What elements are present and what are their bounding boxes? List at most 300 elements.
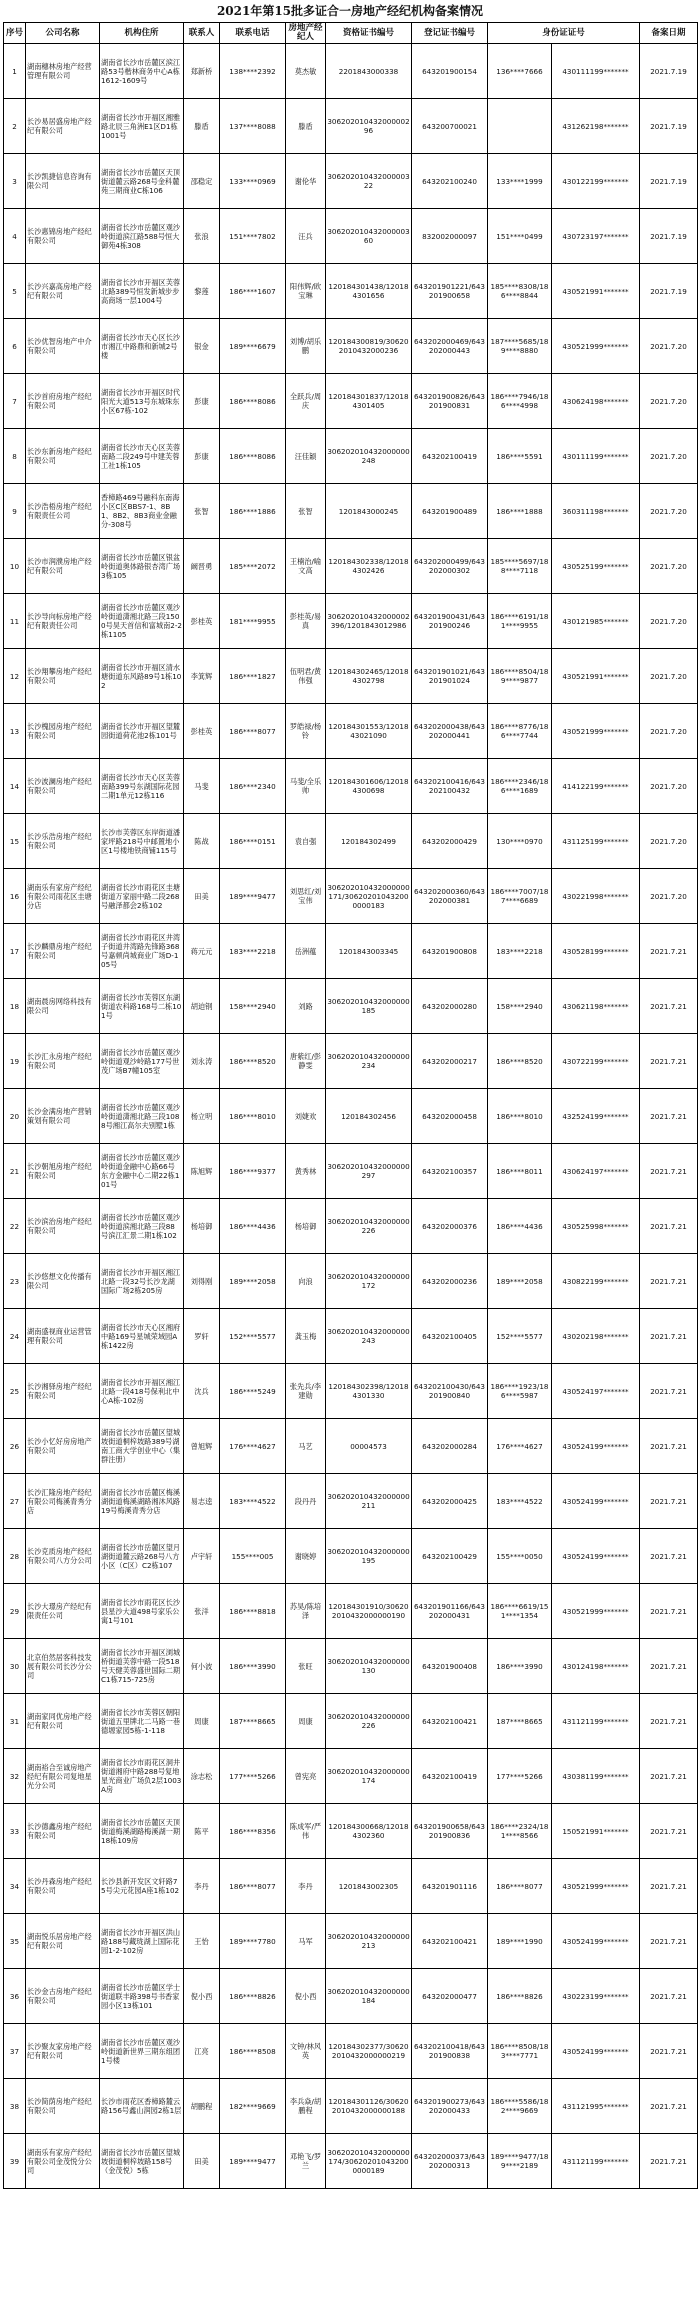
cell-contact: 银金	[184, 319, 220, 374]
cell-agent-phone: 186****6619/151****1354	[488, 1584, 552, 1639]
cell-id-number: 430525998*******	[552, 1199, 640, 1254]
cell-agent-phone: 186****8508/183****7771	[488, 2024, 552, 2079]
cell-seq: 21	[4, 1144, 26, 1199]
cell-filing-date: 2021.7.21	[640, 1144, 698, 1199]
cell-address: 湖南省长沙市岳麓区天顶街道梅溪湖路梅溪湖一期18栋109房	[100, 1804, 184, 1859]
cell-phone: 186****9377	[220, 1144, 286, 1199]
cell-contact: 沈兵	[184, 1364, 220, 1419]
cell-registration-no: 643202000477	[412, 1969, 488, 2024]
cell-agent: 张旺	[286, 1639, 326, 1694]
cell-agent: 黄秀林	[286, 1144, 326, 1199]
cell-phone: 189****2058	[220, 1254, 286, 1309]
cell-address: 湖南省长沙市开福区芙蓉北路389号恒发新城步步高商场一层1004号	[100, 264, 184, 319]
cell-seq: 14	[4, 759, 26, 814]
cell-phone: 176****4627	[220, 1419, 286, 1474]
cell-qualification-no: 120184301126/306202010432000000188	[326, 2079, 412, 2134]
cell-filing-date: 2021.7.21	[640, 1364, 698, 1419]
cell-id-number: 431121199*******	[552, 1694, 640, 1749]
cell-contact: 王怡	[184, 1914, 220, 1969]
cell-phone: 183****2218	[220, 924, 286, 979]
cell-qualification-no: 306202010432000000172	[326, 1254, 412, 1309]
cell-registration-no: 643202100429	[412, 1529, 488, 1584]
cell-phone: 189****6679	[220, 319, 286, 374]
cell-id-number: 430122199*******	[552, 154, 640, 209]
cell-seq: 36	[4, 1969, 26, 2024]
cell-qualification-no: 306202010432000000226	[326, 1694, 412, 1749]
cell-contact: 胡迫钢	[184, 979, 220, 1034]
cell-filing-date: 2021.7.21	[640, 1034, 698, 1089]
cell-phone: 186****8356	[220, 1804, 286, 1859]
cell-registration-no: 643202000376	[412, 1199, 488, 1254]
cell-address: 湖南省长沙市岳麓区天顶街道麓云路268号金科麓苑三期商业C栋106	[100, 154, 184, 209]
cell-seq: 4	[4, 209, 26, 264]
cell-company: 长沙翔攀房地产经纪有限公司	[26, 649, 100, 704]
cell-address: 湖南省长沙市岳麓区望城坡街道桐梓坡路158号（金茂悦）5栋	[100, 2134, 184, 2189]
table-header-row	[4, 23, 698, 44]
cell-agent-phone: 176****4627	[488, 1419, 552, 1474]
cell-agent-phone: 189****1990	[488, 1914, 552, 1969]
table-row	[4, 374, 698, 429]
cell-registration-no: 643202000425	[412, 1474, 488, 1529]
cell-agent-phone: 186****2346/186****1689	[488, 759, 552, 814]
cell-contact: 杨培御	[184, 1199, 220, 1254]
cell-registration-no: 643202000458	[412, 1089, 488, 1144]
cell-address: 湖南省长沙市岳麓区观沙岭街道潇湘北路三段1088号湘江高尔夫别墅1栋	[100, 1089, 184, 1144]
header-agent: 房地产经纪人	[286, 23, 326, 44]
cell-qualification-no: 00004573	[326, 1419, 412, 1474]
cell-contact: 彭康	[184, 429, 220, 484]
cell-contact: 江亮	[184, 2024, 220, 2079]
cell-agent: 段丹丹	[286, 1474, 326, 1529]
cell-address: 湖南省长沙市岳麓区观沙岭街道滨江路588号恒大御苑4栋308	[100, 209, 184, 264]
table-row	[4, 209, 698, 264]
cell-id-number: 430524199*******	[552, 1914, 640, 1969]
cell-filing-date: 2021.7.20	[640, 374, 698, 429]
cell-registration-no: 643202000280	[412, 979, 488, 1034]
cell-company: 长沙朝旭房地产经纪有限公司	[26, 1144, 100, 1199]
table-row	[4, 1199, 698, 1254]
cell-qualification-no: 120184301438/120184301656	[326, 264, 412, 319]
cell-phone: 151****7802	[220, 209, 286, 264]
cell-seq: 19	[4, 1034, 26, 1089]
cell-company: 湖南悦乐居房地产经纪有限公司	[26, 1914, 100, 1969]
cell-id-number: 430524199*******	[552, 1474, 640, 1529]
cell-filing-date: 2021.7.21	[640, 979, 698, 1034]
cell-registration-no: 643202100419	[412, 1749, 488, 1804]
cell-agent-phone: 187****5685/189****8880	[488, 319, 552, 374]
cell-seq: 8	[4, 429, 26, 484]
cell-id-number: 430121985*******	[552, 594, 640, 649]
cell-company: 长沙大璟房产经纪有限责任公司	[26, 1584, 100, 1639]
cell-agent-phone: 183****4522	[488, 1474, 552, 1529]
cell-seq: 37	[4, 2024, 26, 2079]
cell-agent-phone: 185****5697/188****7118	[488, 539, 552, 594]
cell-agent: 刘博/胡乐鹏	[286, 319, 326, 374]
cell-agent-phone: 158****2940	[488, 979, 552, 1034]
cell-qualification-no: 1201843002305	[326, 1859, 412, 1914]
cell-qualification-no: 120184302398/120184301330	[326, 1364, 412, 1419]
cell-seq: 25	[4, 1364, 26, 1419]
cell-qualification-no: 306202010432000000171/306202010432000000183	[326, 869, 412, 924]
cell-id-number: 430524199*******	[552, 2024, 640, 2079]
cell-contact: 田美	[184, 2134, 220, 2189]
cell-company: 湖南家同优房地产经纪有限公司	[26, 1694, 100, 1749]
cell-seq: 13	[4, 704, 26, 759]
cell-address: 湖南省长沙市岳麓区观沙岭街道观沙岭路177号世茂广场B7幢105室	[100, 1034, 184, 1089]
cell-registration-no: 643202000429	[412, 814, 488, 869]
cell-agent-phone: 186****8077	[488, 1859, 552, 1914]
cell-address: 湖南省长沙市芙蓉区东湖街道农科路168号二栋101号	[100, 979, 184, 1034]
cell-qualification-no: 306202010432000000211	[326, 1474, 412, 1529]
cell-agent: 马斐/全乐帅	[286, 759, 326, 814]
cell-qualification-no: 120184301910/306202010432000000190	[326, 1584, 412, 1639]
cell-contact: 马斐	[184, 759, 220, 814]
cell-company: 长沙东新房地产经纪有限公司	[26, 429, 100, 484]
cell-agent: 苏昊/陈培泽	[286, 1584, 326, 1639]
cell-seq: 29	[4, 1584, 26, 1639]
cell-phone: 155****005	[220, 1529, 286, 1584]
table-row	[4, 1419, 698, 1474]
table-row	[4, 594, 698, 649]
cell-company: 长沙悠想文化传播有限公司	[26, 1254, 100, 1309]
cell-id-number: 430381199*******	[552, 1749, 640, 1804]
cell-filing-date: 2021.7.21	[640, 1419, 698, 1474]
cell-agent-phone: 187****8665	[488, 1694, 552, 1749]
header-contact: 联系人	[184, 23, 220, 44]
cell-agent: 伍明君/黄伟强	[286, 649, 326, 704]
cell-phone: 186****1607	[220, 264, 286, 319]
cell-phone: 186****8077	[220, 704, 286, 759]
cell-filing-date: 2021.7.20	[640, 594, 698, 649]
cell-id-number: 430521991*******	[552, 649, 640, 704]
cell-seq: 28	[4, 1529, 26, 1584]
cell-agent-phone: 186****1888	[488, 484, 552, 539]
cell-company: 长沙市润濮房地产经纪有限公司	[26, 539, 100, 594]
cell-filing-date: 2021.7.21	[640, 1474, 698, 1529]
cell-agent: 刘路	[286, 979, 326, 1034]
table-row	[4, 979, 698, 1034]
cell-address: 湖南省长沙市开福区湘雅路北辰三角洲E1区D1栋1001号	[100, 99, 184, 154]
cell-phone: 182****9669	[220, 2079, 286, 2134]
table-row	[4, 1474, 698, 1529]
cell-registration-no: 643200700021	[412, 99, 488, 154]
cell-address: 湖南省长沙市天心区长沙市湘江中路鼎和新城2号楼	[100, 319, 184, 374]
cell-id-number: 430722199*******	[552, 1034, 640, 1089]
cell-qualification-no: 120184302377/306202010432000000219	[326, 2024, 412, 2079]
cell-agent-phone: 186****7946/186****4998	[488, 374, 552, 429]
header-seq: 序号	[4, 23, 26, 44]
cell-registration-no: 643202000360/643202000381	[412, 869, 488, 924]
cell-agent: 刘思红/刘宝伟	[286, 869, 326, 924]
registration-table	[3, 22, 698, 2189]
cell-agent-phone: 185****8308/186****8844	[488, 264, 552, 319]
cell-filing-date: 2021.7.21	[640, 2134, 698, 2189]
cell-company: 长沙德鑫房地产经纪有限公司	[26, 1804, 100, 1859]
cell-address: 湖南省长沙市开福区清水塘街道东风路89号1栋102	[100, 649, 184, 704]
cell-seq: 18	[4, 979, 26, 1034]
cell-phone: 186****8010	[220, 1089, 286, 1144]
cell-filing-date: 2021.7.20	[640, 319, 698, 374]
cell-qualification-no: 306202010432000000130	[326, 1639, 412, 1694]
cell-registration-no: 643201900489	[412, 484, 488, 539]
cell-agent: 刘婕欢	[286, 1089, 326, 1144]
cell-id-number: 432524199*******	[552, 1089, 640, 1144]
cell-filing-date: 2021.7.21	[640, 1749, 698, 1804]
cell-agent-phone: 177****5266	[488, 1749, 552, 1804]
cell-agent-phone: 186****6191/181****9955	[488, 594, 552, 649]
cell-contact: 彭桂英	[184, 704, 220, 759]
cell-filing-date: 2021.7.20	[640, 429, 698, 484]
cell-qualification-no: 306202010432000000184	[326, 1969, 412, 2024]
cell-filing-date: 2021.7.21	[640, 1089, 698, 1144]
cell-company: 湖南穗林房地产经营管理有限公司	[26, 44, 100, 99]
cell-agent-phone: 155****0050	[488, 1529, 552, 1584]
cell-phone: 138****2392	[220, 44, 286, 99]
cell-company: 长沙简荫房地产经纪有限公司	[26, 2079, 100, 2134]
cell-id-number: 430528199*******	[552, 924, 640, 979]
cell-registration-no: 643202100418/643201900838	[412, 2024, 488, 2079]
table-row	[4, 539, 698, 594]
cell-agent-phone: 189****2058	[488, 1254, 552, 1309]
cell-phone: 181****9955	[220, 594, 286, 649]
cell-address: 香樟路469号融科东南海小区C区BBS7-1、8B1、8B2、8B3商业金融分-308号	[100, 484, 184, 539]
cell-address: 湖南省长沙市开福区洪山路188号藏珑湖上国际花园1-2-102房	[100, 1914, 184, 1969]
cell-qualification-no: 120184300668/120184302360	[326, 1804, 412, 1859]
cell-agent-phone: 186****8826	[488, 1969, 552, 2024]
table-row	[4, 924, 698, 979]
cell-registration-no: 643201900273/643202000433	[412, 2079, 488, 2134]
cell-agent: 龚玉梅	[286, 1309, 326, 1364]
cell-filing-date: 2021.7.20	[640, 649, 698, 704]
cell-phone: 183****4522	[220, 1474, 286, 1529]
cell-id-number: 430624198*******	[552, 374, 640, 429]
cell-phone: 186****8520	[220, 1034, 286, 1089]
cell-filing-date: 2021.7.21	[640, 1529, 698, 1584]
table-body	[4, 44, 698, 2189]
header-phone: 联系电话	[220, 23, 286, 44]
cell-agent-phone: 186****4436	[488, 1199, 552, 1254]
cell-address: 湖南省长沙市岳麓区观沙岭街道潇湘北路三段1500号昊天首信和富城南2-2栋1105	[100, 594, 184, 649]
cell-agent-phone: 186****5591	[488, 429, 552, 484]
cell-filing-date: 2021.7.19	[640, 209, 698, 264]
cell-address: 湖南省长沙市开福区湘江北路一段32号长沙龙湖国际广场2栋205房	[100, 1254, 184, 1309]
cell-id-number: 430723197*******	[552, 209, 640, 264]
cell-seq: 1	[4, 44, 26, 99]
cell-id-number: 430521999*******	[552, 704, 640, 759]
cell-registration-no: 643202000284	[412, 1419, 488, 1474]
table-row	[4, 1639, 698, 1694]
table-row	[4, 99, 698, 154]
table-row	[4, 1089, 698, 1144]
cell-contact: 邵稳定	[184, 154, 220, 209]
cell-company: 长沙克质房地产经纪有限公司八方分公司	[26, 1529, 100, 1584]
cell-address: 湖南省长沙市岳麓区观沙岭街道滨湘北路三段88号滨江汇景二期1栋102	[100, 1199, 184, 1254]
cell-contact: 李箕辉	[184, 649, 220, 704]
cell-contact: 胡鹏程	[184, 2079, 220, 2134]
table-row	[4, 1584, 698, 1639]
table-row	[4, 704, 698, 759]
cell-agent-phone: 152****5577	[488, 1309, 552, 1364]
table-row	[4, 759, 698, 814]
cell-agent: 岳洲蕴	[286, 924, 326, 979]
cell-qualification-no: 30620201043200000296	[326, 99, 412, 154]
cell-seq: 26	[4, 1419, 26, 1474]
table-row	[4, 484, 698, 539]
cell-agent: 陈成军/严伟	[286, 1804, 326, 1859]
cell-seq: 34	[4, 1859, 26, 1914]
table-row	[4, 1034, 698, 1089]
cell-agent: 阳伟辉/欧宝琳	[286, 264, 326, 319]
cell-qualification-no: 120184301606/120184300698	[326, 759, 412, 814]
cell-company: 湖南裕合至诚房地产经纪有限公司复地星光分公司	[26, 1749, 100, 1804]
cell-seq: 12	[4, 649, 26, 704]
header-qualification-no: 资格证书编号	[326, 23, 412, 44]
header-filing-date: 备案日期	[640, 23, 698, 44]
cell-registration-no: 643201900154	[412, 44, 488, 99]
cell-contact: 阚晋勇	[184, 539, 220, 594]
cell-contact: 倪小西	[184, 1969, 220, 2024]
cell-company: 长沙乐浩房地产经纪有限公司	[26, 814, 100, 869]
cell-id-number: 431125199*******	[552, 814, 640, 869]
cell-registration-no: 643202100419	[412, 429, 488, 484]
cell-id-number: 430521991*******	[552, 264, 640, 319]
cell-registration-no: 643202000469/643202000443	[412, 319, 488, 374]
table-row	[4, 1694, 698, 1749]
cell-address: 湖南省长沙市开福区望麓园街道荷花池2栋101号	[100, 704, 184, 759]
document-title: 2021年第15批多证合一房地产经纪机构备案情况	[216, 4, 484, 18]
cell-phone: 189****9477	[220, 2134, 286, 2189]
cell-seq: 32	[4, 1749, 26, 1804]
cell-agent: 张智	[286, 484, 326, 539]
cell-filing-date: 2021.7.21	[640, 924, 698, 979]
table-row	[4, 264, 698, 319]
cell-address: 湖南省长沙市岳麓区学士街道联丰路398号书香家园小区13栋101	[100, 1969, 184, 2024]
cell-agent-phone: 151****0499	[488, 209, 552, 264]
cell-registration-no: 643201900408	[412, 1639, 488, 1694]
cell-address: 湖南省长沙市岳麓区滨江路53号楷林商务中心A栋1612-1609号	[100, 44, 184, 99]
cell-seq: 11	[4, 594, 26, 649]
cell-phone: 186****2340	[220, 759, 286, 814]
cell-phone: 186****5249	[220, 1364, 286, 1419]
cell-id-number: 430521999*******	[552, 1859, 640, 1914]
cell-qualification-no: 120184302338/120184302426	[326, 539, 412, 594]
cell-seq: 35	[4, 1914, 26, 1969]
cell-filing-date: 2021.7.20	[640, 484, 698, 539]
cell-registration-no: 643202100421	[412, 1914, 488, 1969]
cell-phone: 133****0969	[220, 154, 286, 209]
cell-registration-no: 832002000097	[412, 209, 488, 264]
cell-agent: 倪小西	[286, 1969, 326, 2024]
cell-phone: 152****5577	[220, 1309, 286, 1364]
cell-registration-no: 643201901021/643201901024	[412, 649, 488, 704]
cell-address: 长沙市芙蓉区东岸街道潘家坪路218号中邮置地小区1号楼地铁商铺115号	[100, 814, 184, 869]
cell-registration-no: 643202100240	[412, 154, 488, 209]
table-row	[4, 1804, 698, 1859]
cell-filing-date: 2021.7.20	[640, 814, 698, 869]
cell-address: 湖南省长沙市岳麓区银盆岭街道奥体路银杏湾广场3栋105	[100, 539, 184, 594]
cell-contact: 张浪	[184, 209, 220, 264]
cell-qualification-no: 120184302456	[326, 1089, 412, 1144]
cell-registration-no: 643202000217	[412, 1034, 488, 1089]
cell-contact: 彭康	[184, 374, 220, 429]
cell-contact: 曾旭辉	[184, 1419, 220, 1474]
cell-filing-date: 2021.7.21	[640, 1804, 698, 1859]
cell-id-number: 414122199*******	[552, 759, 640, 814]
cell-phone: 186****8086	[220, 429, 286, 484]
cell-qualification-no: 306202010432000000195	[326, 1529, 412, 1584]
cell-agent: 李丹	[286, 1859, 326, 1914]
cell-filing-date: 2021.7.19	[640, 44, 698, 99]
cell-qualification-no: 306202010432000000226	[326, 1199, 412, 1254]
header-id-number: 身份证证号	[488, 23, 640, 44]
cell-phone: 186****3990	[220, 1639, 286, 1694]
cell-qualification-no: 306202010432000000297	[326, 1144, 412, 1199]
cell-agent: 唐紫红/彭静雯	[286, 1034, 326, 1089]
cell-registration-no: 643201901166/643202000431	[412, 1584, 488, 1639]
cell-id-number: 430822199*******	[552, 1254, 640, 1309]
cell-phone: 185****2072	[220, 539, 286, 594]
cell-contact: 刘得刚	[184, 1254, 220, 1309]
cell-address: 湖南省长沙市岳麓区观沙岭街道新世界三期东组团1号楼	[100, 2024, 184, 2079]
cell-registration-no: 643202000499/643202000302	[412, 539, 488, 594]
cell-registration-no: 643201900431/643201900246	[412, 594, 488, 649]
cell-phone: 186****8077	[220, 1859, 286, 1914]
cell-seq: 38	[4, 2079, 26, 2134]
cell-agent: 全跃兵/周庆	[286, 374, 326, 429]
cell-company: 长沙槐园房地产经纪有限公司	[26, 704, 100, 759]
cell-agent-phone: 186****2324/181****8566	[488, 1804, 552, 1859]
table-row	[4, 1309, 698, 1364]
cell-agent: 莫杰敏	[286, 44, 326, 99]
cell-qualification-no: 1201843000245	[326, 484, 412, 539]
cell-seq: 17	[4, 924, 26, 979]
cell-agent: 李兵焱/胡鹏程	[286, 2079, 326, 2134]
cell-id-number: 430621198*******	[552, 979, 640, 1034]
cell-seq: 10	[4, 539, 26, 594]
table-row	[4, 1364, 698, 1419]
cell-agent: 马军	[286, 1914, 326, 1969]
cell-contact: 易志逵	[184, 1474, 220, 1529]
cell-seq: 6	[4, 319, 26, 374]
header-company: 公司名称	[26, 23, 100, 44]
cell-address: 湖南省长沙市雨花区圭塘街道万家丽中路二段268号融泽都会2栋102	[100, 869, 184, 924]
cell-agent-phone: 186****3990	[488, 1639, 552, 1694]
cell-address: 湖南省长沙市岳麓区观沙岭街道金融中心路66号东方金融中心二期22栋101号	[100, 1144, 184, 1199]
cell-registration-no: 643201900658/643201900836	[412, 1804, 488, 1859]
cell-agent-phone: 186****8504/189****9877	[488, 649, 552, 704]
cell-seq: 20	[4, 1089, 26, 1144]
cell-filing-date: 2021.7.21	[640, 1309, 698, 1364]
cell-qualification-no: 120184302465/120184302798	[326, 649, 412, 704]
cell-phone: 186****1827	[220, 649, 286, 704]
cell-seq: 24	[4, 1309, 26, 1364]
cell-agent-phone: 183****2218	[488, 924, 552, 979]
cell-agent: 杨培御	[286, 1199, 326, 1254]
cell-filing-date: 2021.7.21	[640, 2079, 698, 2134]
cell-address: 湖南省长沙市雨花区井湾子街道井湾路先锋路368号嘉顿尚城商业广场D-105号	[100, 924, 184, 979]
cell-address: 湖南省长沙市岳麓区望月湖街道麓云路268号八方小区（C区）C2栋107	[100, 1529, 184, 1584]
cell-company: 长沙首府房地产经纪有限公司	[26, 374, 100, 429]
cell-address: 湖南省长沙市天心区芙蓉南路二段249号中建芙蓉工社1栋105	[100, 429, 184, 484]
cell-contact: 李丹	[184, 1859, 220, 1914]
table-row	[4, 1144, 698, 1199]
cell-seq: 2	[4, 99, 26, 154]
table-row	[4, 814, 698, 869]
cell-agent-phone: 130****0970	[488, 814, 552, 869]
cell-filing-date: 2021.7.21	[640, 1584, 698, 1639]
cell-phone: 186****8818	[220, 1584, 286, 1639]
cell-agent-phone: 189****9477/189****2189	[488, 2134, 552, 2189]
